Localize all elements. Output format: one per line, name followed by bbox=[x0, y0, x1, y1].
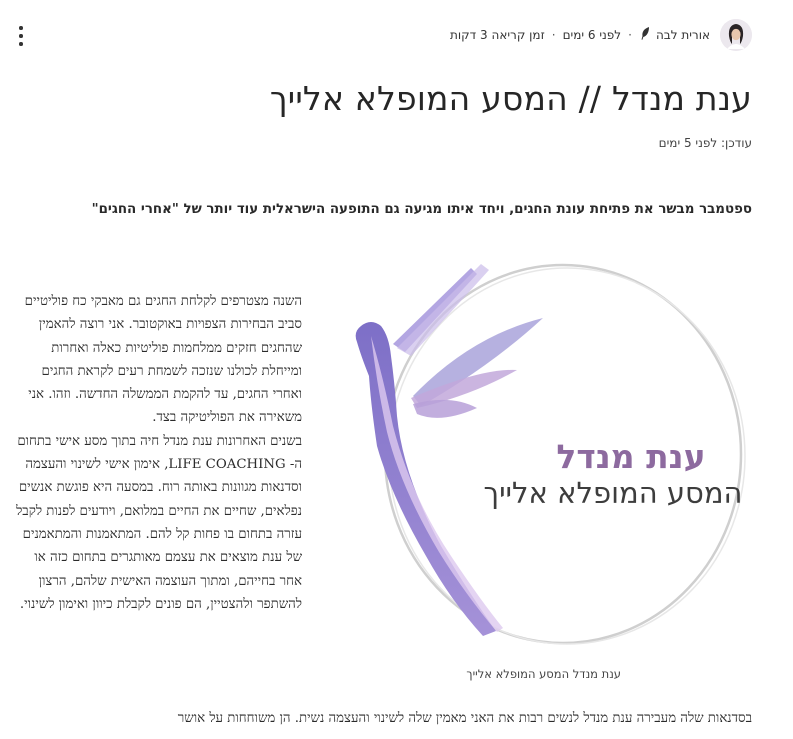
post-lead: ספטמבר מבשר את פתיחת עונת החגים, ויחד איתו מגיעה גם התופעה הישראלית עוד יותר של "אחרי החגים" bbox=[91, 202, 752, 217]
post-image[interactable] bbox=[331, 256, 751, 656]
meta-separator: · bbox=[551, 28, 556, 42]
logo-name: ענת מנדל bbox=[556, 437, 706, 476]
logo-tagline: המסע המופלא אלייך bbox=[483, 476, 743, 510]
author-name[interactable]: אורית לבה bbox=[655, 28, 710, 42]
post-body bbox=[14, 290, 302, 616]
meta-separator: · bbox=[628, 28, 632, 42]
image-caption: ענת מנדל המסע המופלא אלייך bbox=[466, 667, 621, 681]
more-vertical-icon[interactable] bbox=[12, 26, 30, 46]
author-avatar[interactable] bbox=[720, 19, 752, 51]
post-date: לפני 6 ימים bbox=[562, 28, 622, 42]
updated-label: עודכן: לפני 5 ימים bbox=[658, 136, 752, 150]
post-meta bbox=[0, 18, 752, 52]
body-paragraph: בשנים האחרונות ענת מנדל חיה בתוך מסע אישי בתחום ה- LIFE COACHING, אימון אישי לשינוי והעצמה וסדנאות מגוונות באותה רוח. במסעה היא פוגשת אנשים נפלאים, שחיים את החיים במלואם, ויודעים לפנות לקבל עזרה בתחום בו פחות קל להם. המתאמנות והמתאמנים של ענת מוצאים את עצמם מאותגרים בתחום כזה או אחר בחייהם, ומתוך העוצמה האישית שלהם, הרצון להשתפר ולהצטיין, הם פונים לקבלת כיוון ואימון לשינוי. bbox=[16, 433, 302, 612]
read-time: זמן קריאה 3 דקות bbox=[450, 28, 545, 42]
body-paragraph: השנה מצטרפים לקלחת החגים גם מאבקי כח פוליטיים סביב הבחירות הצפויות באוקטובר. אני רוצה להאמין שהחגים חזקים ממלחמות פוליטיות כאלה ואחרות ומייחלת לכולנו שנזכה לשמחת רעים לקראת החגים ואחרי החגים, עד להקמת הממשלה החדשה. וזהו. אני משאירה את הפוליטיקה בצד. bbox=[24, 294, 302, 426]
body-paragraph: בסדנאות שלה מעבירה ענת מנדל לנשים רבות את האני מאמין שלה לשינוי והעצמה נשית. הן משוחחות על אושר bbox=[177, 711, 752, 726]
feather-icon bbox=[641, 27, 650, 43]
post-title: ענת מנדל // המסע המופלא אלייך bbox=[269, 79, 752, 118]
